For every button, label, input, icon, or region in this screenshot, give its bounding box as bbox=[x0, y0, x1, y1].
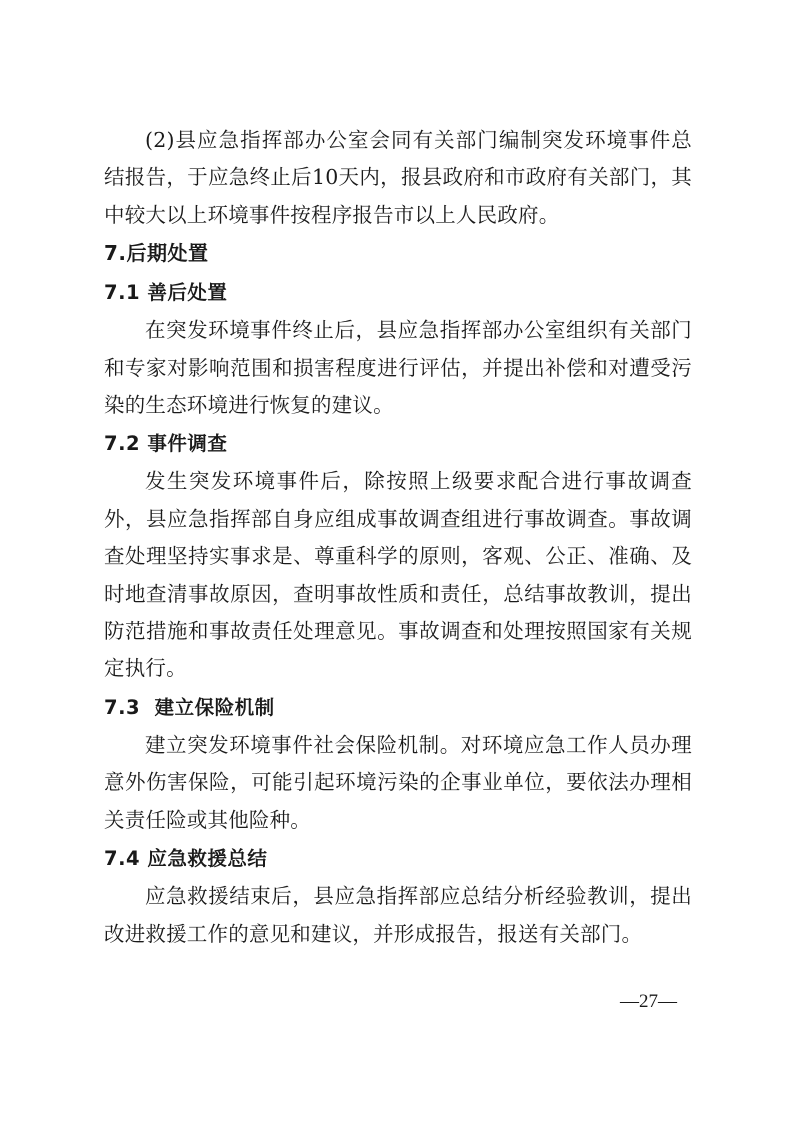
subsection-heading-7-1: 7.1 善后处置 bbox=[104, 281, 228, 305]
paragraph-investigation: 发生突发环境事件后，除按照上级要求配合进行事故调查外，县应急指挥部自身应组成事故调查组进行事故调查。事故调查处理坚持实事求是、尊重科学的原则，客观、公正、准确、及时地查清事故原因，查明事故性质和责任，总结事故教训，提出防范措施和事故责任处理意见。事故调查和处理按照国家有关规定执行。 bbox=[104, 469, 692, 681]
section-heading-aftercare: 7.后期处置 bbox=[104, 241, 209, 266]
document-body bbox=[104, 122, 692, 953]
paragraph-insurance: 建立突发环境事件社会保险机制。对环境应急工作人员办理意外伤害保险，可能引起环境污染的企事业单位，要依法办理相关责任险或其他险种。 bbox=[104, 732, 692, 832]
paragraph-summary-report: (2)县应急指挥部办公室会同有关部门编制突发环境事件总结报告，于应急终止后10天内，报县政府和市政府有关部门，其中较大以上环境事件按程序报告市以上人民政府。 bbox=[104, 128, 692, 227]
subsection-heading-7-3: 7.3 建立保险机制 bbox=[104, 695, 275, 719]
page-number: —27— bbox=[620, 991, 677, 1012]
subsection-heading-7-2: 7.2 事件调查 bbox=[104, 432, 228, 456]
paragraph-rescue-summary: 应急救援结束后，县应急指挥部应总结分析经验教训，提出改进救援工作的意见和建议，并形成报告，报送有关部门。 bbox=[104, 884, 692, 946]
subsection-heading-7-4: 7.4 应急救援总结 bbox=[104, 847, 268, 871]
paragraph-aftercare: 在突发环境事件终止后，县应急指挥部办公室组织有关部门和专家对影响范围和损害程度进行评估，并提出补偿和对遭受污染的生态环境进行恢复的建议。 bbox=[104, 318, 692, 418]
